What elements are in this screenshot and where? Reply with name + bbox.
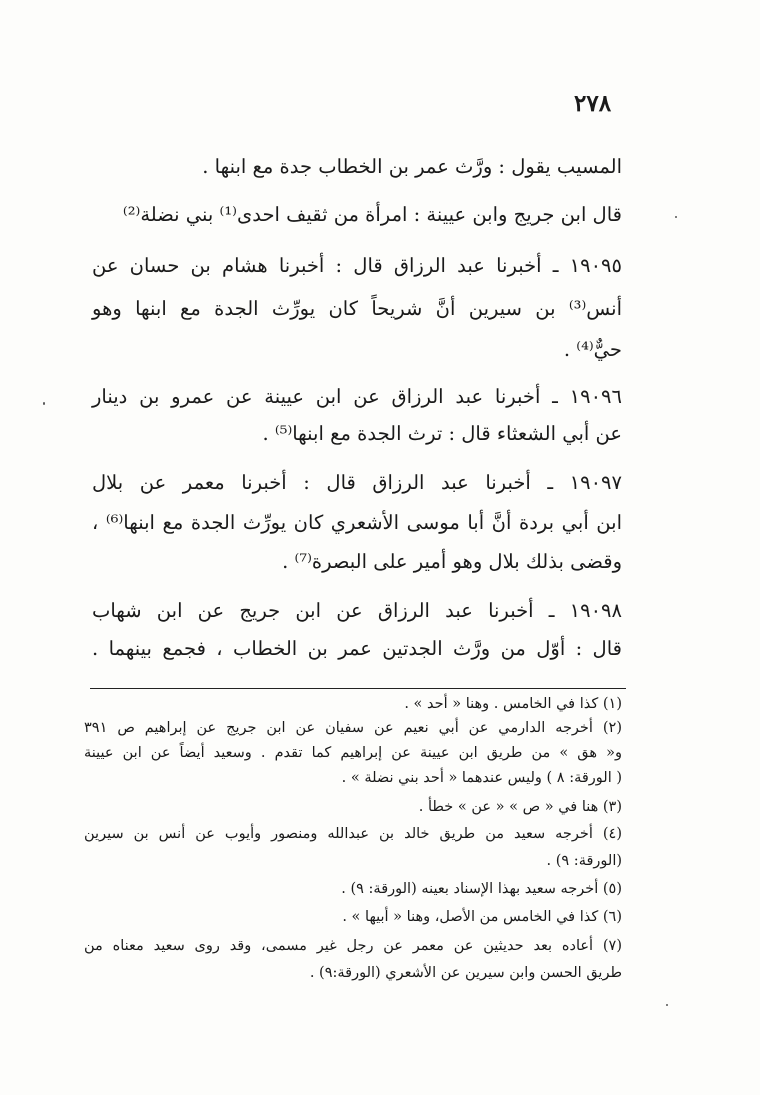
- body-line-8: ١٩٠٩٧ ـ أخبرنا عبد الرزاق قال : أخبرنا معمر عن بلال: [92, 471, 622, 494]
- footnote-6: (٦) كذا في الخامس من الأصل، وهنا « أبيها » .: [342, 909, 622, 925]
- page-number: ٢٧٨: [574, 90, 612, 117]
- body-line-11: ١٩٠٩٨ ـ أخبرنا عبد الرزاق عن ابن جريج عن ابن شهاب: [92, 599, 622, 622]
- footnote-5: (٥) أخرجه سعيد بهذا الإسناد بعينه (الورقة: ٩) .: [341, 881, 622, 897]
- footnote-7-line-2: طريق الحسن وابن سيرين عن الأشعري (الورقة:٩) .: [309, 965, 622, 981]
- footnote-2-line-3: ( الورقة: ٨ ) وليس عندهما « أحد بني نضلة » .: [341, 770, 622, 786]
- footnote-4-line-2: (الورقة: ٩) .: [546, 853, 622, 869]
- footnote-7-line-1: (٧) أعاده بعد حديثين عن معمر عن رجل غير مسمى، وقد روى سعيد معناه من: [84, 938, 622, 954]
- body-line-1: المسيب يقول : ورَّث عمر بن الخطاب جدة مع ابنها .: [202, 155, 622, 178]
- body-line-2: قال ابن جريج وابن عيينة : امرأة من ثقيف احدى⁽¹⁾ بني نضلة⁽²⁾: [122, 203, 622, 226]
- body-line-12: قال : أوّل من ورَّث الجدتين عمر بن الخطاب ، فجمع بينهما .: [92, 637, 622, 660]
- scan-speck: [666, 1004, 668, 1006]
- body-line-5: حيٌّ⁽⁴⁾ .: [563, 338, 622, 361]
- body-line-10: وقضى بذلك بلال وهو أمير على البصرة⁽⁷⁾ .: [282, 550, 622, 573]
- footnote-2-line-1: (٢) أخرجه الدارمي عن أبي نعيم عن سفيان عن ابن جريج عن إبراهيم ص ٣٩١: [84, 720, 622, 736]
- footnote-4-line-1: (٤) أخرجه سعيد من طريق خالد بن عبدالله ومنصور وأيوب عن أنس بن سيرين: [84, 826, 622, 842]
- footnote-3: (٣) هنا في « ص » « عن » خطأ .: [418, 799, 622, 815]
- body-line-6: ١٩٠٩٦ ـ أخبرنا عبد الرزاق عن ابن عيينة عن عمرو بن دينار: [92, 385, 622, 408]
- body-line-7: عن أبي الشعثاء قال : ترث الجدة مع ابنها⁽⁵⁾ .: [262, 422, 622, 445]
- body-line-3: ١٩٠٩٥ ـ أخبرنا عبد الرزاق قال : أخبرنا هشام بن حسان عن: [92, 254, 622, 277]
- footnote-2-line-2: و« هق » من طريق ابن عيينة عن إبراهيم كما تقدم . وسعيد أيضاً عن ابن عيينة: [84, 745, 622, 761]
- scan-speck: [675, 216, 677, 218]
- body-line-9: ابن أبي بردة أنَّ أبا موسى الأشعري كان يورِّث الجدة مع ابنها⁽⁶⁾ ،: [92, 511, 622, 534]
- body-line-4: أنس⁽³⁾ بن سيرين أنَّ شريحاً كان يورِّث الجدة مع ابنها وهو: [92, 297, 622, 320]
- footnote-1: (١) كذا في الخامس . وهنا « أحد » .: [404, 696, 622, 712]
- scan-speck: [43, 402, 45, 405]
- footnote-separator: [90, 688, 626, 689]
